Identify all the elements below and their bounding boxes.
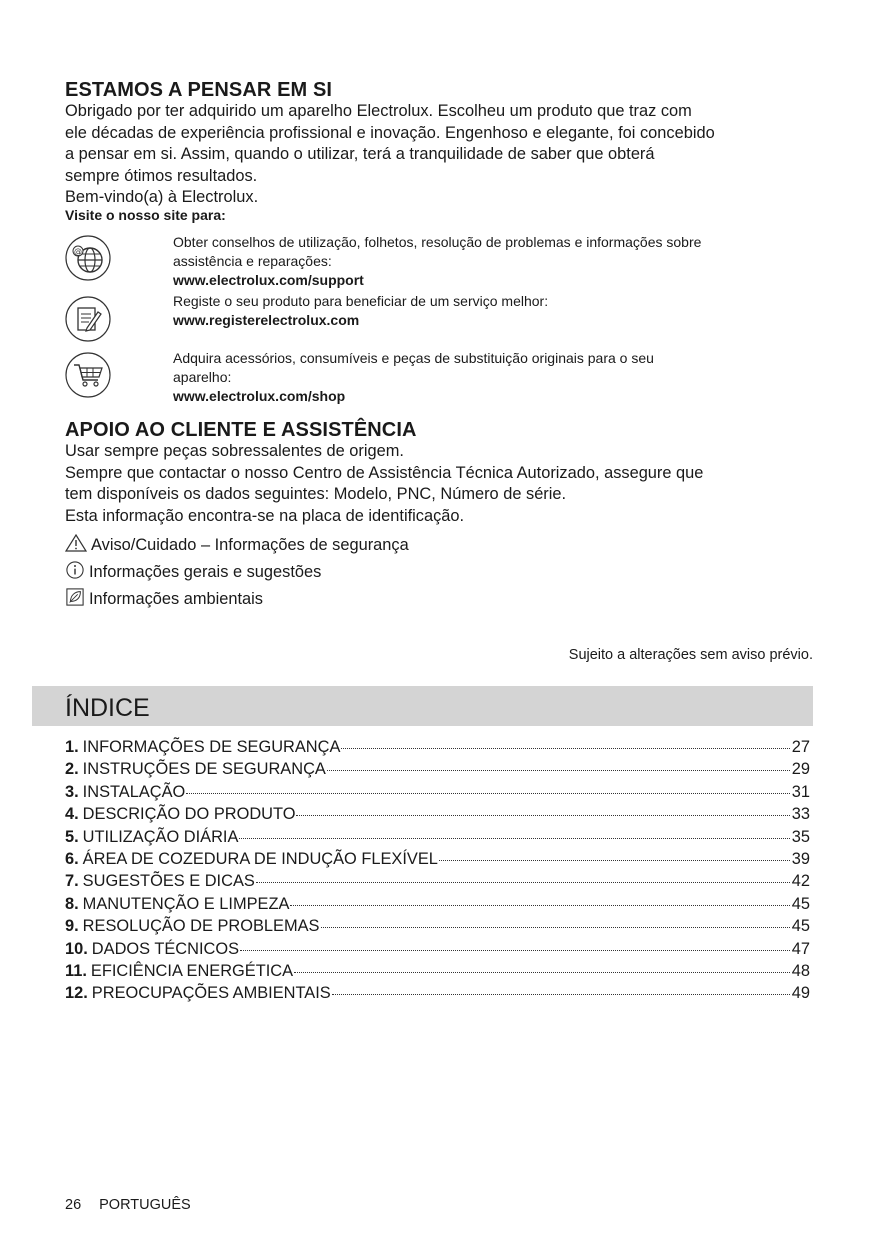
toc-entry[interactable]	[65, 848, 810, 870]
toc-dot-leader	[327, 770, 790, 771]
footer-language: PORTUGUÊS	[99, 1197, 191, 1213]
toc-entry-number: 8.	[65, 894, 79, 913]
toc-dot-leader	[256, 882, 790, 883]
toc-entry[interactable]	[65, 870, 810, 892]
register-note-icon	[65, 296, 111, 342]
page-number: 26	[65, 1197, 82, 1213]
legend-warning-text: Aviso/Cuidado – Informações de segurança	[91, 536, 409, 554]
shop-url-link[interactable]: www.electrolux.com/shop	[173, 388, 346, 404]
toc-entry-page: 31	[791, 782, 810, 801]
toc-entry-label: RESOLUÇÃO DE PROBLEMAS	[82, 917, 320, 936]
link-description: Registe o seu produto para beneficiar de um serviço melhor:	[173, 293, 549, 309]
toc-dot-leader	[240, 950, 790, 951]
toc-entry[interactable]	[65, 960, 810, 982]
legend-info-text: Informações gerais e sugestões	[89, 563, 322, 581]
toc-entry-page: 47	[791, 939, 810, 958]
welcome-line: sempre ótimos resultados.	[65, 166, 258, 185]
support-line: Usar sempre peças sobressalentes de origem.	[65, 442, 404, 460]
support-line: Esta informação encontra-se na placa de identificação.	[65, 506, 465, 525]
toc-entry-page: 45	[791, 917, 810, 936]
toc-entry-label: INSTRUÇÕES DE SEGURANÇA	[82, 760, 326, 779]
toc-entry[interactable]	[65, 803, 810, 825]
toc-entry-page: 48	[791, 961, 810, 980]
toc-entry[interactable]	[65, 826, 810, 848]
toc-entry-number: 7.	[65, 872, 79, 891]
link-description: Adquira acessórios, consumíveis e peças de substituição originais para o seu	[173, 350, 654, 366]
toc-entry[interactable]	[65, 915, 810, 937]
warning-icon	[65, 534, 87, 552]
toc-dot-leader	[296, 815, 789, 816]
toc-entry-label: SUGESTÕES E DICAS	[82, 872, 255, 891]
shopping-cart-icon	[65, 352, 111, 398]
toc-dot-leader	[439, 860, 790, 861]
toc-entry[interactable]	[65, 758, 810, 780]
toc-entry-label: INFORMAÇÕES DE SEGURANÇA	[82, 738, 341, 756]
toc-dot-leader	[239, 838, 789, 839]
toc-dot-leader	[321, 927, 790, 928]
toc-entry-number: 12.	[65, 984, 88, 1003]
link-description: Obter conselhos de utilização, folhetos, resolução de problemas e informações sobre	[173, 234, 702, 250]
toc-dot-leader	[332, 994, 790, 995]
toc-entry[interactable]	[65, 938, 810, 960]
toc-entry-label: MANUTENÇÃO E LIMPEZA	[82, 894, 290, 913]
link-description: assistência e reparações:	[173, 253, 332, 269]
toc-entry[interactable]	[65, 781, 810, 803]
toc-entry-label: INSTALAÇÃO	[82, 782, 186, 801]
index-title: ÍNDICE	[65, 694, 150, 722]
toc-entry[interactable]	[65, 736, 810, 758]
welcome-line: a pensar em si. Assim, quando o utilizar, terá a tranquilidade de saber que obterá	[65, 145, 655, 163]
toc-entry-page: 49	[791, 984, 810, 1003]
toc-dot-leader	[290, 905, 789, 906]
support-url-link[interactable]: www.electrolux.com/support	[173, 272, 364, 288]
toc-dot-leader	[341, 748, 789, 749]
welcome-line: ele décadas de experiência profissional e inovação. Engenhoso e elegante, foi concebido	[65, 123, 715, 142]
toc-dot-leader	[294, 972, 790, 973]
toc-entry-label: ÁREA DE COZEDURA DE INDUÇÃO FLEXÍVEL	[82, 849, 438, 868]
page-footer	[65, 1197, 191, 1213]
change-notice: Sujeito a alterações sem aviso prévio.	[568, 647, 813, 663]
support-line: Sempre que contactar o nosso Centro de Assistência Técnica Autorizado, assegure que	[65, 463, 704, 482]
toc-entry-page: 29	[791, 760, 810, 779]
welcome-text	[65, 101, 813, 209]
link-description: aparelho:	[173, 369, 232, 385]
welcome-line: Obrigado por ter adquirido um aparelho Electrolux. Escolheu um produto que traz com	[65, 102, 692, 120]
toc-entry-label: DESCRIÇÃO DO PRODUTO	[82, 805, 296, 824]
toc-entry-page: 42	[791, 872, 810, 891]
toc-entry-page: 35	[791, 827, 810, 846]
leaf-icon	[65, 588, 85, 606]
toc-entry[interactable]	[65, 893, 810, 915]
table-of-contents	[65, 736, 810, 1005]
welcome-line: Bem-vindo(a) à Electrolux.	[65, 188, 259, 206]
legend-environment-text: Informações ambientais	[89, 590, 264, 608]
toc-dot-leader	[186, 793, 789, 794]
toc-entry-number: 11.	[65, 961, 87, 980]
info-icon	[65, 561, 85, 579]
toc-entry-number: 1.	[65, 738, 79, 756]
toc-entry-page: 45	[791, 894, 810, 913]
toc-entry-number: 3.	[65, 782, 79, 801]
legend-info	[65, 561, 321, 582]
globe-at-icon	[65, 235, 111, 281]
visit-label: Visite o nosso site para:	[65, 207, 226, 223]
toc-entry-number: 10.	[65, 939, 88, 958]
toc-entry-page: 39	[791, 849, 810, 868]
toc-entry-label: PREOCUPAÇÕES AMBIENTAIS	[91, 984, 331, 1003]
support-text	[65, 441, 813, 527]
toc-entry-number: 4.	[65, 805, 79, 824]
toc-entry[interactable]	[65, 982, 810, 1004]
toc-entry-label: UTILIZAÇÃO DIÁRIA	[82, 827, 239, 846]
register-url-link[interactable]: www.registerelectrolux.com	[173, 312, 360, 328]
toc-entry-label: DADOS TÉCNICOS	[91, 939, 240, 958]
toc-entry-page: 27	[791, 738, 810, 756]
toc-entry-number: 2.	[65, 760, 79, 779]
welcome-title: ESTAMOS A PENSAR EM SI	[65, 79, 333, 101]
support-line: tem disponíveis os dados seguintes: Modelo, PNC, Número de série.	[65, 485, 567, 503]
legend-warning	[65, 534, 409, 555]
toc-entry-number: 6.	[65, 849, 79, 868]
svg-text:@: @	[74, 247, 82, 256]
toc-entry-label: EFICIÊNCIA ENERGÉTICA	[90, 961, 294, 980]
toc-entry-number: 5.	[65, 827, 79, 846]
toc-entry-page: 33	[791, 805, 810, 824]
support-title: APOIO AO CLIENTE E ASSISTÊNCIA	[65, 419, 417, 441]
toc-entry-number: 9.	[65, 917, 79, 936]
legend-environment	[65, 588, 263, 609]
